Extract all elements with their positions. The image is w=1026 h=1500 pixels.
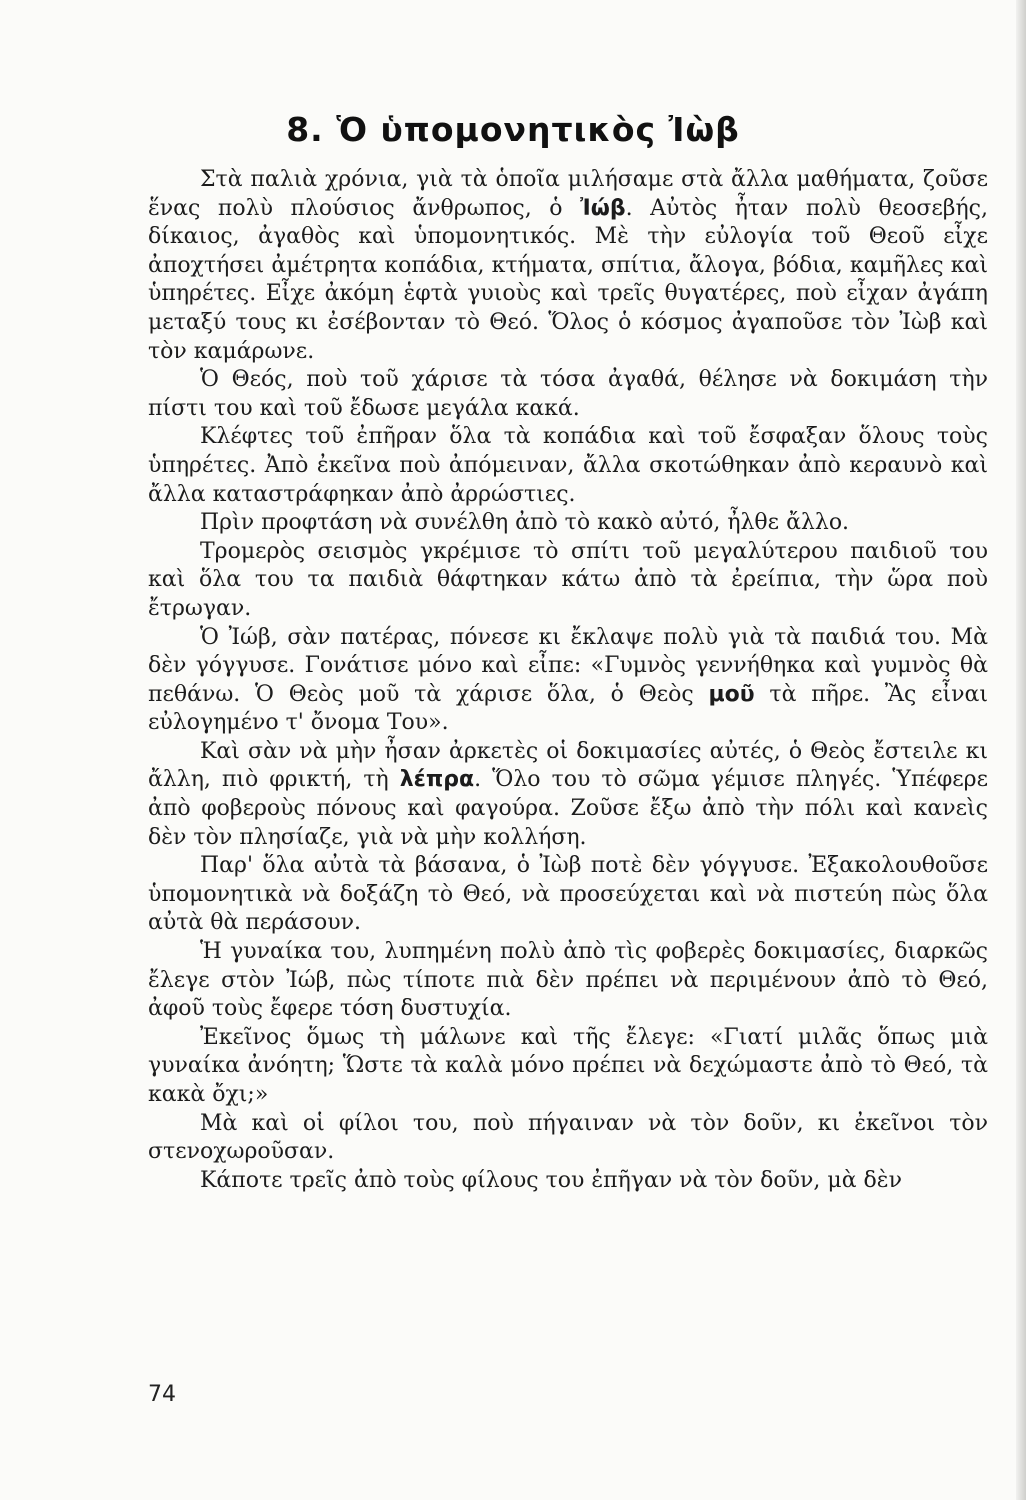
page-edge-shadow [1016,0,1026,1500]
page-number: 74 [148,1382,176,1407]
paragraph-12: Κάποτε τρεῖς ἀπὸ τοὺς φίλους του ἐπῆγαν νὰ τὸν δοῦν, μὰ δὲν [200,1167,902,1193]
paragraph-4: Πρὶν προφτάση νὰ συνέλθη ἀπὸ τὸ κακὸ αὐτό, ἦλθε ἄλλο. [200,510,850,536]
paragraph-10: Ἐκεῖνος ὅμως τὴ μάλωνε καὶ τῆς ἔλεγε: «Γιατί μιλᾶς ὅπως μιὰ γυναίκα ἀνόητη; Ὥστε τὰ καλὰ μόνο πρέπει νὰ δεχώμαστε ἀπὸ τὸ Θεό, τὰ κακὰ ὄχι;» [148,1024,988,1107]
chapter-title: 8. Ὁ ὑπομονητικὸς Ἰὼβ [286,110,740,149]
bold-name-job: Ἰώβ [580,195,626,221]
paragraph-2: Ὁ Θεός, ποὺ τοῦ χάρισε τὰ τόσα ἀγαθά, θέλησε νὰ δοκιμάση τὴν πίστι του καὶ τοῦ ἔδωσε μεγάλα κακά. [148,367,988,421]
paragraph-1: Στὰ παλιὰ χρόνια, γιὰ τὰ ὁποῖα μιλήσαμε στὰ ἄλλα μαθήματα, ζοῦσε ἕνας πολὺ πλούσιος ἄνθρωπος, ὁ Ἰώβ. Αὐτὸς ἦταν πολὺ θεοσεβής, δίκαιος, ἀγαθὸς καὶ ὑπομονητικός. Μὲ τὴν εὐλογία τοῦ Θεοῦ εἶχε ἀποχτήσει ἀμέτρητα κοπάδια, κτήματα, σπίτια, ἄλογα, βόδια, καμῆλες καὶ ὑπηρέτες. Εἶχε ἀκόμη ἑφτὰ γυιοὺς καὶ τρεῖς θυγατέρες, ποὺ εἶχαν ἀγάπη μεταξύ τους κι ἐσέβονταν τὸ Θεό. Ὅλος ὁ κόσμος ἀγαποῦσε τὸν Ἰὼβ καὶ τὸν καμάρωνε. [148,167,988,364]
paragraph-3: Κλέφτες τοῦ ἐπῆραν ὅλα τὰ κοπάδια καὶ τοῦ ἔσφαξαν ὅλους τοὺς ὑπηρέτες. Ἀπὸ ἐκεῖνα ποὺ ἀπόμειναν, ἄλλα σκοτώθηκαν ἀπὸ κεραυνὸ καὶ ἄλλα καταστράφηκαν ἀπὸ ἀρρώστιες. [148,424,988,507]
paragraph-6: Ὁ Ἰώβ, σὰν πατέρας, πόνεσε κι ἔκλαψε πολὺ γιὰ τὰ παιδιά του. Μὰ δὲν γόγγυσε. Γονάτισε μόνο καὶ εἶπε: «Γυμνὸς γεννήθηκα καὶ γυμνὸς θὰ πεθάνω. Ὁ Θεὸς μοῦ τὰ χάρισε ὅλα, ὁ Θεὸς μοῦ τὰ πῆρε. Ἂς εἶναι εὐλογημένο τ' ὄνομα Του». [148,624,989,736]
paragraph-11: Μὰ καὶ οἱ φίλοι του, ποὺ πήγαιναν νὰ τὸν δοῦν, κι ἐκεῖνοι τὸν στενοχωροῦσαν. [148,1110,988,1165]
bold-word-mou: μοῦ [708,681,755,707]
paragraph-7: Καὶ σὰν νὰ μὴν ἦσαν ἀρκετὲς οἱ δοκιμασίες αὐτές, ὁ Θεὸς ἔστειλε κι ἄλλη, πιὸ φρικτή, τὴ λέπρα. Ὅλο του τὸ σῶμα γέμισε πληγές. Ὑπέφερε ἀπὸ φοβεροὺς πόνους καὶ φαγούρα. Ζοῦσε ἔξω ἀπὸ τὴν πόλι καὶ κανεὶς δὲν τὸν πλησίαζε, γιὰ νὰ μὴν κολλήση. [148,738,988,850]
paragraph-9: Ἡ γυναίκα του, λυπημένη πολὺ ἀπὸ τὶς φοβερὲς δοκιμασίες, διαρκῶς ἔλεγε στὸν Ἰώβ, πὼς τίποτε πιὰ δὲν πρέπει νὰ περιμένουν ἀπὸ τὸ Θεό, ἀφοῦ τοὺς ἔφερε τόση δυστυχία. [148,939,988,1022]
chapter-body [148,166,988,1195]
paragraph-8: Παρ' ὅλα αὐτὰ τὰ βάσανα, ὁ Ἰὼβ ποτὲ δὲν γόγγυσε. Ἐξακολουθοῦσε ὑπομονητικὰ νὰ δοξάζη τὸ Θεό, νὰ προσεύχεται καὶ νὰ πιστεύη πὼς ὅλα αὐτὰ θὰ περάσουν. [148,853,988,936]
bold-word-lepra: λέπρα [399,767,475,793]
paragraph-5: Τρομερὸς σεισμὸς γκρέμισε τὸ σπίτι τοῦ μεγαλύτερου παιδιοῦ του καὶ ὅλα του τα παιδιὰ θάφτηκαν κάτω ἀπὸ τὰ ἐρείπια, τὴν ὥρα ποὺ ἔτρωγαν. [148,538,988,621]
